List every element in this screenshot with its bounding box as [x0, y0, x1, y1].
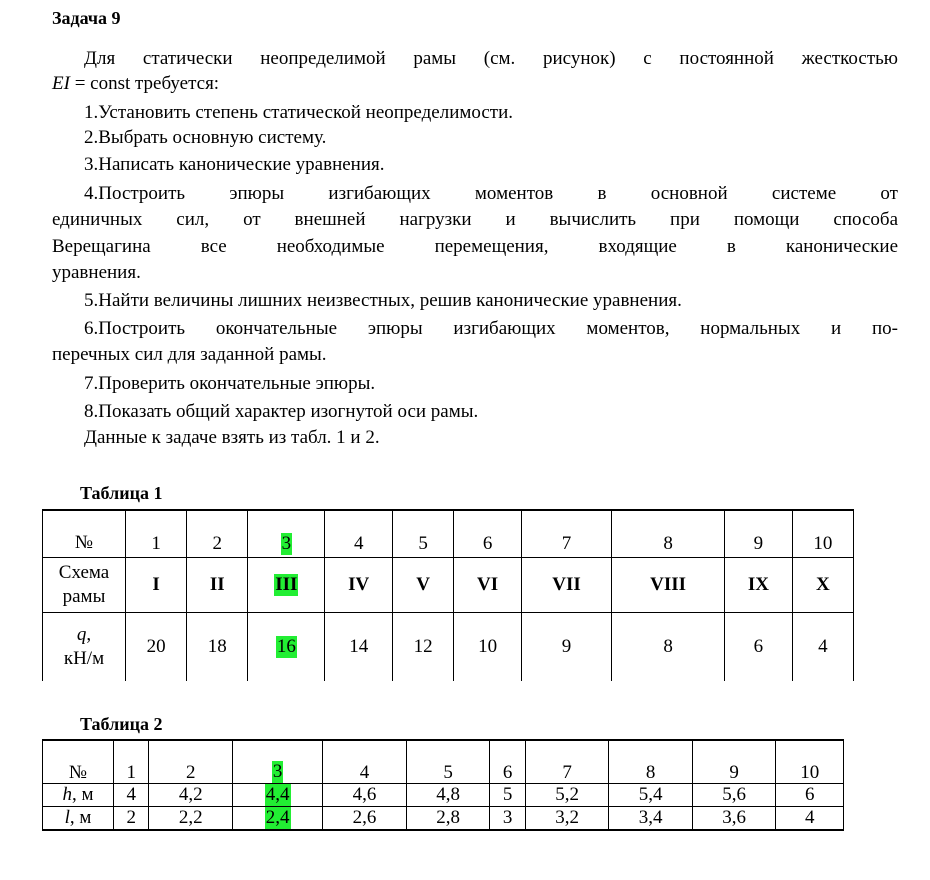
table-2-h-cell: 5	[490, 784, 525, 807]
table-1-scheme-cell	[248, 558, 325, 613]
table-1-label-q: q, кН/м	[43, 613, 126, 682]
table-2-h-cell: 4,2	[149, 784, 233, 807]
table-1-scheme-cell: I	[126, 558, 187, 613]
table-2-h-cell: 4,8	[406, 784, 490, 807]
item-2: 2.Выбрать основную систему.	[84, 127, 327, 148]
table-1-number-cell: 1	[126, 510, 187, 558]
table-2-l-cell	[232, 807, 322, 831]
table-1-scheme-cell: II	[187, 558, 248, 613]
intro-line-2: EI = const требуется:	[52, 73, 220, 94]
table-2-l-cell: 3,2	[525, 807, 609, 831]
table-1-caption: Таблица 1	[80, 483, 163, 503]
table-2-number-cell: 10	[776, 740, 844, 784]
highlight-mark: 4,4	[265, 784, 290, 805]
table-1-scheme-cell: VII	[521, 558, 611, 613]
table-1-number-cell: 2	[187, 510, 248, 558]
item-8: 8.Показать общий характер изогнутой оси рамы.	[84, 401, 479, 422]
table-1-label-number: №	[43, 510, 126, 558]
table-2-h-cell: 5,6	[692, 784, 776, 807]
table-2-h-cell: 4,6	[323, 784, 407, 807]
table-1-q-cell: 14	[325, 613, 393, 682]
table-2-l-cell: 2,8	[406, 807, 490, 831]
item-5: 5.Найти величины лишних неизвестных, решив канонические уравнения.	[84, 290, 682, 311]
table-1-scheme-cell: X	[792, 558, 853, 613]
intro-line-1: Для статически неопределимой рамы (см. рисунок) с постоянной жесткостью	[84, 48, 898, 69]
table-2-label-l: l, м	[43, 807, 114, 831]
table-1-number-cell: 8	[612, 510, 725, 558]
table-2-number-cell: 7	[525, 740, 609, 784]
table-1-row-number	[43, 510, 854, 558]
table-1-number-cell: 9	[725, 510, 793, 558]
item-4-line-3: Верещагина все необходимые перемещения, входящие в канонические	[52, 236, 898, 257]
table-2-l-cell: 2,6	[323, 807, 407, 831]
table-1-q-cell	[248, 613, 325, 682]
table-2-number-cell: 2	[149, 740, 233, 784]
data-note: Данные к задаче взять из табл. 1 и 2.	[84, 427, 380, 448]
table-1-q-cell: 6	[725, 613, 793, 682]
item-4-line-4: уравнения.	[52, 262, 141, 283]
task-title: Задача 9	[52, 8, 121, 28]
table-1-q-cell: 4	[792, 613, 853, 682]
table-1-number-cell: 6	[454, 510, 522, 558]
table-1-number-cell: 4	[325, 510, 393, 558]
table-2-number-cell: 4	[323, 740, 407, 784]
table-2-h-cell: 4	[114, 784, 149, 807]
item-6-line-2: перечных сил для заданной рамы.	[52, 344, 327, 365]
table-2-row-number	[43, 740, 844, 784]
table-1-scheme-cell: VIII	[612, 558, 725, 613]
table-1	[42, 509, 854, 681]
item-6-line-1: 6.Построить окончательные эпюры изгибающих моментов, нормальных и по-	[84, 318, 898, 339]
item-3: 3.Написать канонические уравнения.	[84, 154, 385, 175]
table-1-number-cell	[248, 510, 325, 558]
highlight-mark: 2,4	[265, 807, 290, 828]
table-2-number-cell: 1	[114, 740, 149, 784]
table-2-number-cell: 6	[490, 740, 525, 784]
table-1-q-cell: 9	[521, 613, 611, 682]
table-1-q-cell: 18	[187, 613, 248, 682]
table-2-number-cell: 5	[406, 740, 490, 784]
table-2-row-h	[43, 784, 844, 807]
highlight-mark: 3	[272, 761, 283, 782]
table-1-number-cell: 5	[393, 510, 454, 558]
table-2	[42, 739, 844, 831]
highlight-mark: III	[275, 574, 298, 595]
item-7: 7.Проверить окончательные эпюры.	[84, 373, 376, 394]
table-1-number-cell: 10	[792, 510, 853, 558]
table-1-q-cell: 10	[454, 613, 522, 682]
table-1-label-scheme: Схема рамы	[43, 558, 126, 613]
table-2-h-cell: 5,4	[609, 784, 693, 807]
item-1: 1.Установить степень статической неопределимости.	[84, 102, 514, 123]
table-2-l-cell: 3,4	[609, 807, 693, 831]
table-1-q-cell: 8	[612, 613, 725, 682]
table-1-scheme-cell: V	[393, 558, 454, 613]
table-2-l-cell: 4	[776, 807, 844, 831]
table-2-l-cell: 3,6	[692, 807, 776, 831]
table-2-number-cell: 9	[692, 740, 776, 784]
table-1-number-cell: 7	[521, 510, 611, 558]
table-2-number-cell: 8	[609, 740, 693, 784]
table-1-row-q	[43, 613, 854, 682]
highlight-mark: 16	[276, 636, 296, 657]
table-1-scheme-cell: VI	[454, 558, 522, 613]
table-2-l-cell: 2	[114, 807, 149, 831]
table-1-row-scheme	[43, 558, 854, 613]
table-2-h-cell	[232, 784, 322, 807]
table-2-l-cell: 2,2	[149, 807, 233, 831]
item-4-line-2: единичных сил, от внешней нагрузки и вычислить при помощи способа	[52, 209, 898, 230]
table-2-label-h: h, м	[43, 784, 114, 807]
table-1-q-cell: 20	[126, 613, 187, 682]
table-2-h-cell: 5,2	[525, 784, 609, 807]
table-2-number-cell	[232, 740, 322, 784]
table-1-scheme-cell: IV	[325, 558, 393, 613]
item-4-line-1: 4.Построить эпюры изгибающих моментов в основной системе от	[84, 183, 898, 204]
highlight-mark: 3	[281, 533, 292, 554]
table-2-label-number: №	[43, 740, 114, 784]
table-1-scheme-cell: IX	[725, 558, 793, 613]
table-2-l-cell: 3	[490, 807, 525, 831]
table-2-row-l	[43, 807, 844, 831]
table-1-q-cell: 12	[393, 613, 454, 682]
table-2-caption: Таблица 2	[80, 714, 163, 734]
table-2-h-cell: 6	[776, 784, 844, 807]
